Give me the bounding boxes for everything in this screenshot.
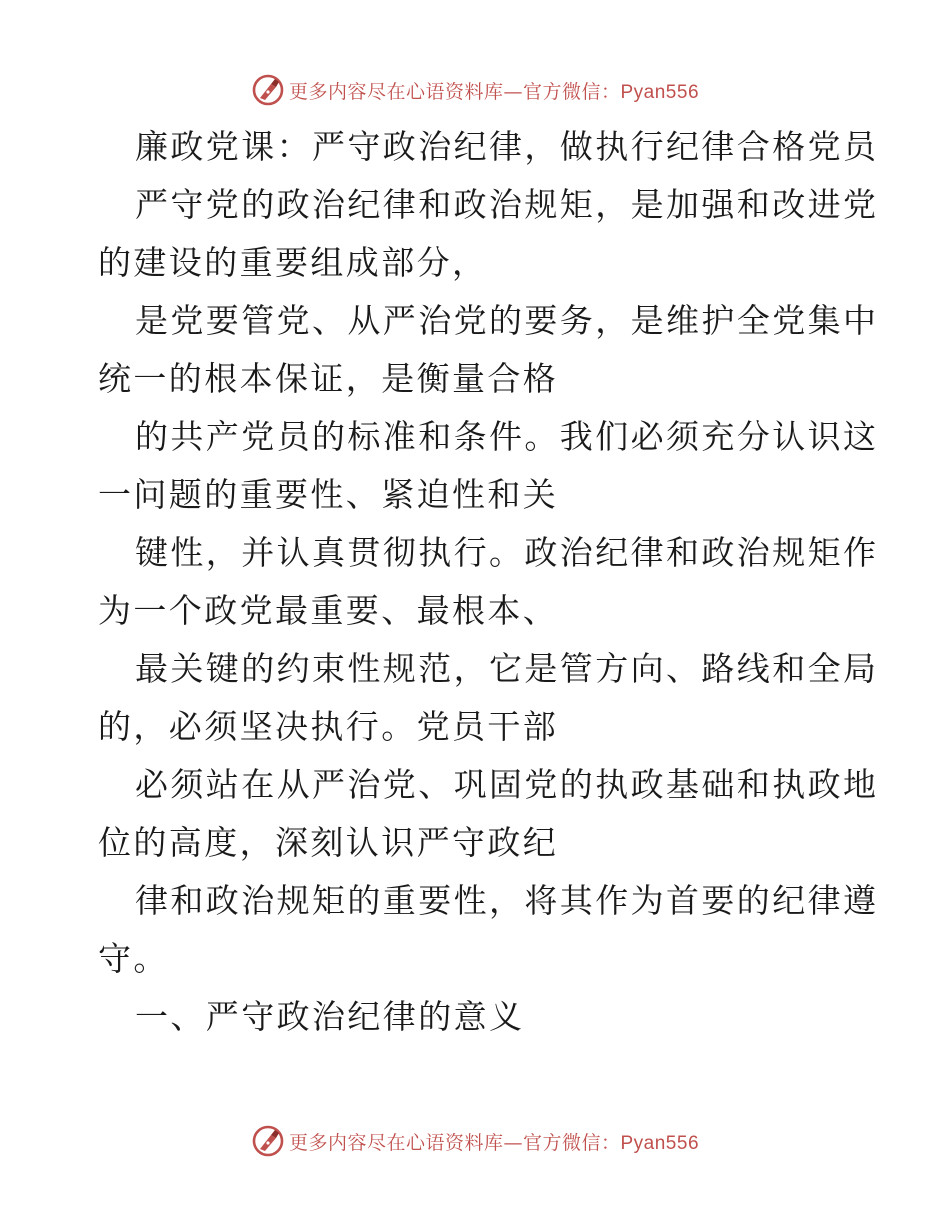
banner-site-name: 更多内容尽在心语资料库 (288, 1131, 504, 1154)
banner-text (289, 77, 699, 104)
pen-nib-circle-icon (251, 73, 285, 107)
banner-site-name: 更多内容尽在心语资料库 (288, 80, 504, 103)
header-banner (0, 70, 950, 110)
text-line: 最关键的约束性规范，它是管方向、路线和全局 (135, 649, 879, 688)
banner-separator: — (503, 1131, 523, 1154)
text-line: 律和政治规矩的重要性，将其作为首要的纪律遵 (135, 881, 879, 920)
footer-banner (0, 1121, 950, 1161)
text-line: 一、严守政治纪律的意义 (135, 997, 525, 1036)
banner-content (251, 1124, 699, 1158)
document-title: 廉政党课：严守政治纪律，做执行纪律合格党员 (135, 127, 879, 166)
text-line: 一问题的重要性、紧迫性和关 (98, 475, 559, 514)
text-line: 的共产党员的标准和条件。我们必须充分认识这 (135, 417, 879, 456)
text-line: 守。 (98, 939, 169, 978)
text-line: 严守党的政治纪律和政治规矩，是加强和改进党 (135, 185, 879, 224)
pen-nib-circle-icon (251, 1124, 285, 1158)
banner-text (289, 1128, 699, 1155)
text-line: 位的高度，深刻认识严守政纪 (98, 823, 559, 862)
banner-wechat-id: Pyan556 (620, 1132, 700, 1154)
text-line: 必须站在从严治党、巩固党的执政基础和执政地 (135, 765, 879, 804)
banner-wechat-label: 官方微信： (522, 1131, 621, 1154)
banner-separator: — (503, 80, 523, 103)
text-line: 统一的根本保证，是衡量合格 (98, 359, 559, 398)
banner-wechat-id: Pyan556 (620, 81, 700, 103)
text-line: 的建设的重要组成部分， (98, 243, 488, 282)
document-body (98, 118, 879, 1046)
text-line: 为一个政党最重要、最根本、 (98, 591, 559, 630)
text-line: 键性，并认真贯彻执行。政治纪律和政治规矩作 (135, 533, 879, 572)
banner-wechat-label: 官方微信： (522, 80, 621, 103)
text-line: 是党要管党、从严治党的要务，是维护全党集中 (135, 301, 879, 340)
text-line: 的，必须坚决执行。党员干部 (98, 707, 559, 746)
banner-content (251, 73, 699, 107)
